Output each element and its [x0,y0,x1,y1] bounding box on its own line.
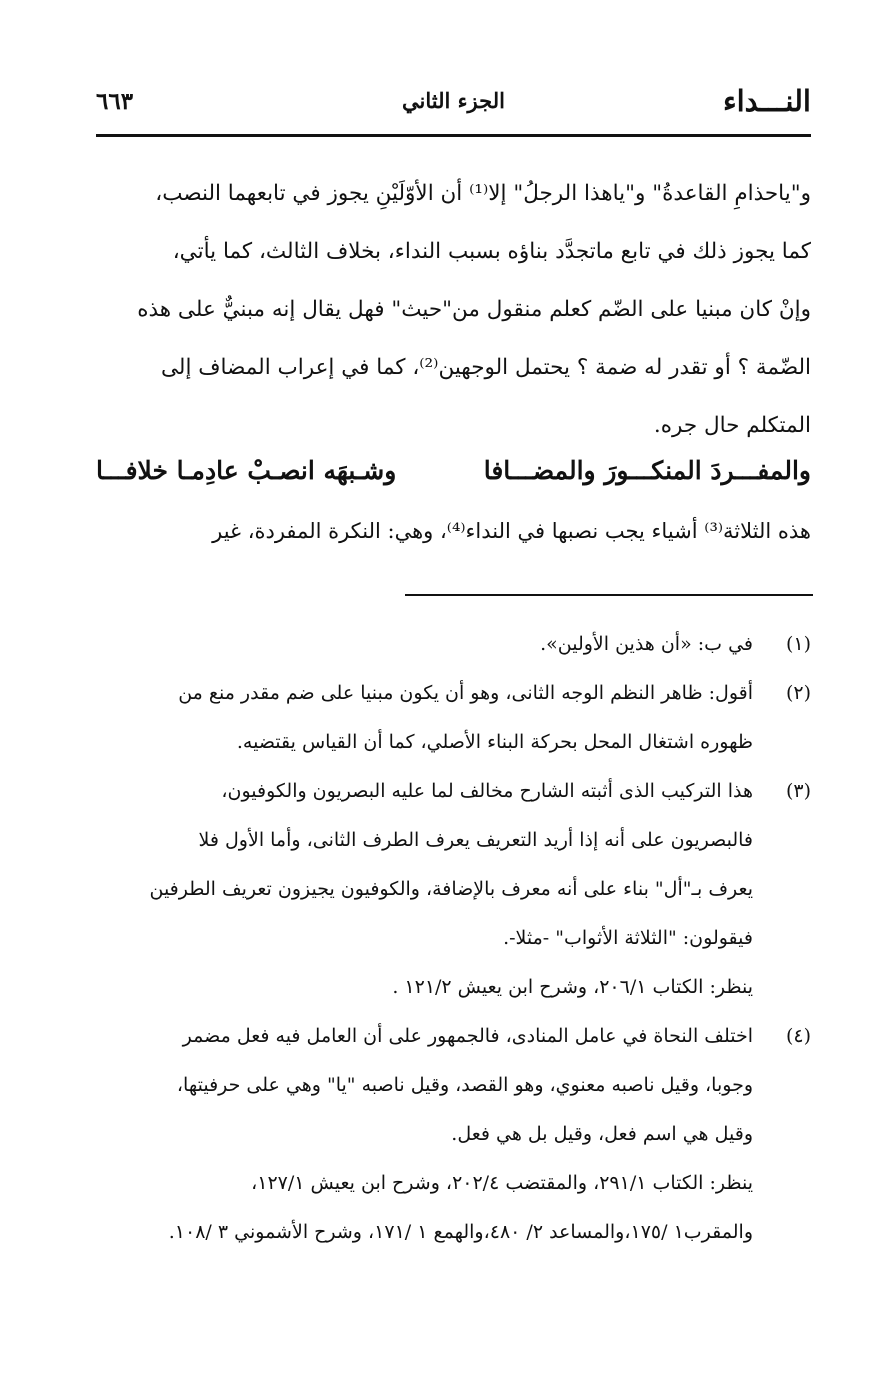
text-line: الضّمة ؟ أو تقدر له ضمة ؟ يحتمل الوجهين⁽²⁾، كما في إعراب المضاف إلى [160,355,811,380]
page-number: ٦٦٣ [96,88,134,115]
footnote-2 [96,669,811,767]
footnote-3 [96,767,811,963]
text-line: و"ياحذامِ القاعدةُ" و"ياهذا الرجلُ" إلا⁽¹⁾ أن الأوّلَيْنِ يجوز في تابعهما النصب، [155,181,811,206]
footnote-reference: ينظر: الكتاب ٢٠٦/١، وشرح ابن يعيش ١٢١/٢ . [392,976,753,998]
footnote-number: (٤) [785,1025,811,1047]
footnote-line: يعرف بـ"أل" بناء على أنه معرف بالإضافة، والكوفيون يجيزون تعريف الطرفين [149,878,753,900]
chapter-title: النـــداء [722,84,811,118]
footnote-line: أقول: ظاهر النظم الوجه الثانى، وهو أن يكون مبنيا على ضم مقدر منع من [178,682,753,704]
footnote-number: (٢) [785,682,811,704]
footnote-reference: والمقرب١ /١٧٥،والمساعد ٢/ ٤٨٠،والهمع ١ /١٧١، وشرح الأشموني ٣ /١٠٨. [168,1221,753,1243]
part-label: الجزء الثاني [402,88,505,113]
header-rule [96,134,811,137]
footnote-reference: ينظر: الكتاب ٢٩١/١، والمقتضب ٢٠٢/٤، وشرح ابن يعيش ١٢٧/١، [251,1172,753,1194]
footnote-line: وجوبا، وقيل ناصبه معنوي، وهو القصد، وقيل ناصبه "يا" وهي على حرفيتها، [176,1074,753,1096]
commentary-text [96,502,811,560]
footnote-line: اختلف النحاة في عامل المنادى، فالجمهور على أن العامل فيه فعل مضمر [182,1025,753,1047]
footnote-separator [405,594,813,596]
footnote-number: (٣) [785,780,811,802]
footnote-line: وقيل هي اسم فعل، وقيل بل هي فعل. [451,1123,753,1145]
verse-hemistich-first: والمفـــردَ المنكـــورَ والمضـــافا [483,456,811,485]
footnote-line: ظهوره اشتغال المحل بحركة البناء الأصلي، كما أن القياس يقتضيه. [236,731,753,753]
footnote-line: هذا التركيب الذى أثبته الشارح مخالف لما عليه البصريون والكوفيون، [221,780,753,802]
running-header [96,84,811,124]
footnote-number: (١) [785,633,811,655]
footnote-4 [96,1012,811,1159]
footnote-1 [96,620,811,669]
footnote-line: فيقولون: "الثلاثة الأثواب" -مثلا-. [503,927,753,949]
text-line: كما يجوز ذلك في تابع ماتجدَّد بناؤه بسبب النداء، بخلاف الثالث، كما يأتي، [172,239,811,264]
main-text [96,165,811,455]
verse [96,446,811,502]
text-line: المتكلم حال جره. [653,413,811,438]
text-line: هذه الثلاثة⁽³⁾ أشياء يجب نصبها في النداء⁽⁴⁾، وهي: النكرة المفردة، غير [212,519,811,543]
footnote-line: فالبصريون على أنه إذا أريد التعريف يعرف الطرف الثانى، وأما الأول فلا [198,829,753,851]
verse-hemistich-second: وشـبهَه انصـبْ عادِمـا خلافـــا [96,456,397,485]
footnotes [96,620,811,1257]
footnote-line: في ب: «أن هذين الأولين». [540,633,753,655]
text-line: وإنْ كان مبنيا على الضّم كعلم منقول من"حيث" فهل يقال إنه مبنيٌّ على هذه [137,297,811,322]
